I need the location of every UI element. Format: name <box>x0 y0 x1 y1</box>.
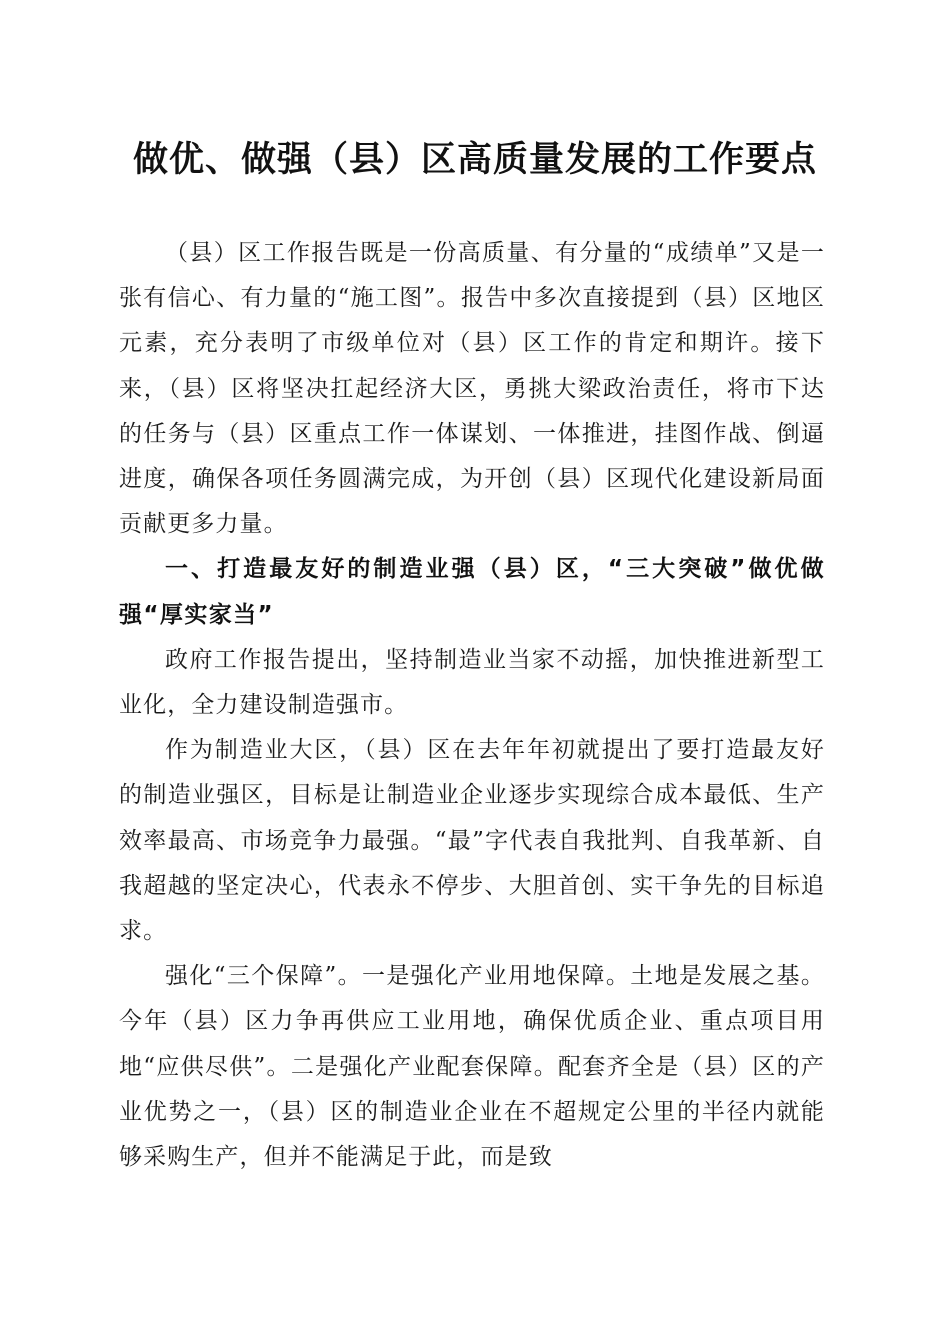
body-paragraph: 强化“三个保障”。一是强化产业用地保障。土地是发展之基。今年（县）区力争再供应工业用地，确保优质企业、重点项目用地“应供尽供”。二是强化产业配套保障。配套齐全是（县）区的产业优势之一，（县）区的制造业企业在不超规定公里的半径内就能够采购生产，但并不能满足于此，而是致 <box>119 963 825 1171</box>
body-paragraph: 作为制造业大区，（县）区在去年年初就提出了要打造最友好的制造业强区，目标是让制造业企业逐步实现综合成本最低、生产效率最高、市场竞争力最强。“最”字代表自我批判、自我革新、自我超越的坚定决心，代表永不停步、大胆首创、实干争先的目标追求。 <box>119 737 825 945</box>
intro-paragraph: （县）区工作报告既是一份高质量、有分量的“成绩单”又是一张有信心、有力量的“施工图”。报告中多次直接提到（县）区地区元素，充分表明了市级单位对（县）区工作的肯定和期许。接下来，（县）区将坚决扛起经济大区，勇挑大梁政治责任，将市下达的任务与（县）区重点工作一体谋划、一体推进，挂图作战、倒逼进度，确保各项任务圆满完成，为开创（县）区现代化建设新局面贡献更多力量。 <box>119 240 825 538</box>
document-title: 做优、做强（县）区高质量发展的工作要点 <box>132 139 817 180</box>
document-body <box>119 231 825 1180</box>
body-paragraph: 政府工作报告提出，坚持制造业当家不动摇，加快推进新型工业化，全力建设制造强市。 <box>119 646 825 719</box>
section-heading-1: 一、打造最友好的制造业强（县）区，“三大突破”做优做强“厚实家当” <box>119 556 825 628</box>
